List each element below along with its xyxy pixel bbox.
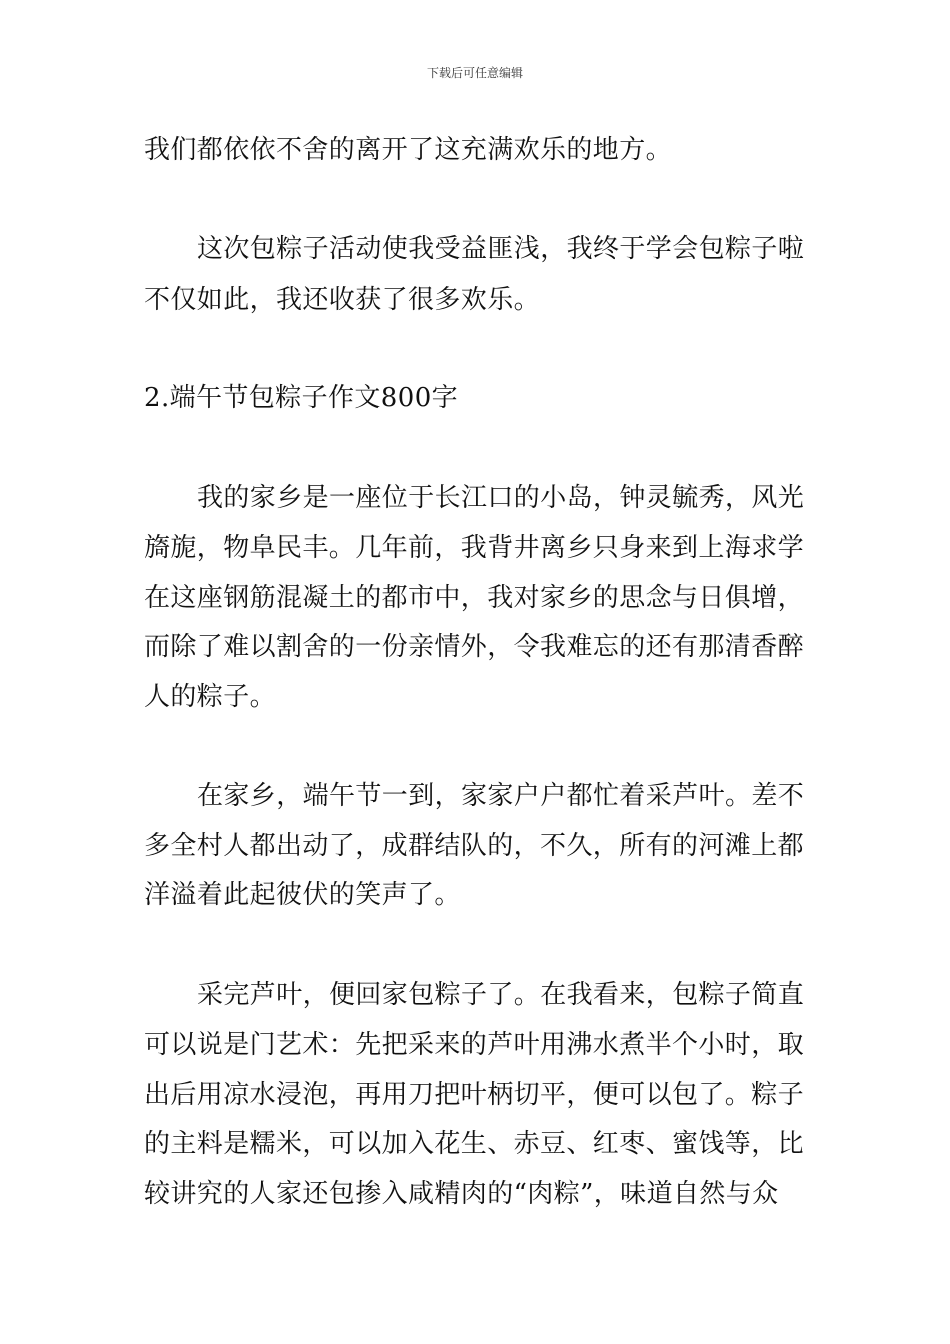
- paragraph-line: 洋溢着此起彼伏的笑声了。: [144, 880, 461, 910]
- paragraph-line: 采完芦叶，便回家包粽子了。在我看来，包粽子简直: [197, 980, 805, 1010]
- paragraph-line: 出后用凉水浸泡，再用刀把叶柄切平，便可以包了。粽子: [144, 1080, 805, 1110]
- paragraph-line: 我们都依依不舍的离开了这充满欢乐的地方。: [144, 135, 673, 165]
- paragraph-line: 这次包粽子活动使我受益匪浅，我终于学会包粽子啦: [197, 234, 805, 264]
- paragraph-line: 人的粽子。: [144, 682, 277, 712]
- paragraph-line: 在这座钢筋混凝土的都市中，我对家乡的思念与日俱增，: [144, 583, 805, 613]
- paragraph-line: 较讲究的人家还包掺入咸精肉的“肉粽”，味道自然与众: [144, 1179, 779, 1209]
- paragraph-line: 在家乡，端午节一到，家家户户都忙着采芦叶。差不: [197, 781, 805, 811]
- paragraph-line: 多全村人都出动了，成群结队的，不久，所有的河滩上都: [144, 831, 805, 861]
- page-header: 下载后可任意编辑: [426, 66, 523, 80]
- paragraph-line: 的主料是糯米，可以加入花生、赤豆、红枣、蜜饯等，比: [144, 1129, 805, 1159]
- section-heading: 2.端午节包粽子作文800字: [144, 383, 459, 413]
- paragraph-line: 我的家乡是一座位于长江口的小岛，钟灵毓秀，风光: [197, 483, 805, 513]
- paragraph-line: 可以说是门艺术：先把采来的芦叶用沸水煮半个小时，取: [144, 1030, 805, 1060]
- paragraph-line: 旖旎，物阜民丰。几年前，我背井离乡只身来到上海求学: [144, 533, 805, 563]
- paragraph-line: 不仅如此，我还收获了很多欢乐。: [144, 285, 541, 315]
- paragraph-line: 而除了难以割舍的一份亲情外，令我难忘的还有那清香醉: [144, 632, 805, 662]
